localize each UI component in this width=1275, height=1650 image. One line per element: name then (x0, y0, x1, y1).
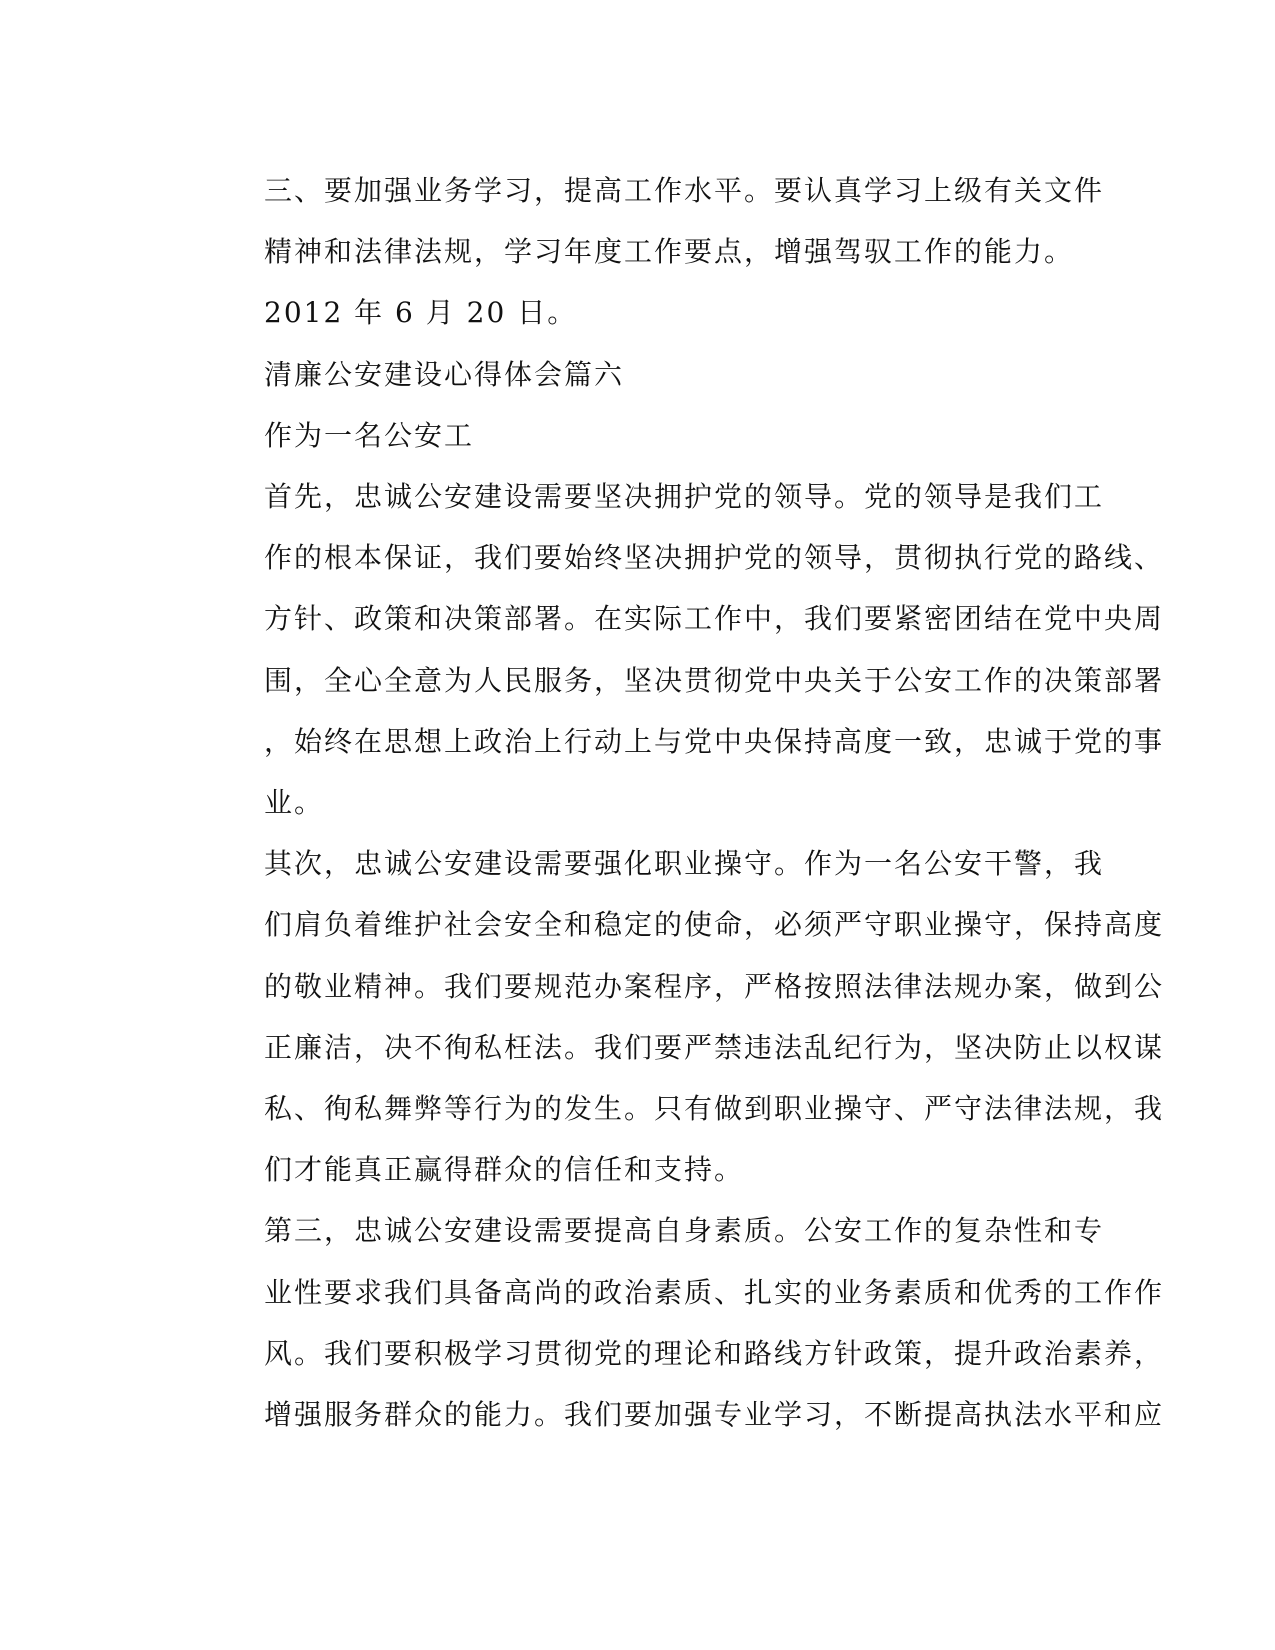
section-heading (190, 344, 1080, 405)
text-line: 业。 (264, 786, 325, 820)
text-line: 方针、政策和决策部署。在实际工作中，我们要紧密团结在党中央周 (264, 602, 1165, 636)
paragraph-first (190, 466, 1165, 833)
text-line: 业性要求我们具备高尚的政治素质、扎实的业务素质和优秀的工作作 (264, 1275, 1165, 1309)
text-line: 风。我们要积极学习贯彻党的理论和路线方针政策，提升政治素养， (264, 1336, 1165, 1370)
text-line: 们才能真正赢得群众的信任和支持。 (264, 1153, 745, 1187)
text-line: 其次，忠诚公安建设需要强化职业操守。作为一名公安干警，我 (264, 847, 1105, 881)
text-line: 增强服务群众的能力。我们要加强专业学习，不断提高执法水平和应 (264, 1398, 1165, 1432)
text-line: 们肩负着维护社会安全和稳定的使命，必须严守职业操守，保持高度 (264, 908, 1165, 942)
text-line: 作为一名公安工 (264, 418, 475, 452)
paragraph-second (190, 833, 1165, 1200)
text-line: 三、要加强业务学习，提高工作水平。要认真学习上级有关文件 (264, 174, 1105, 207)
text-line: 的敬业精神。我们要规范办案程序，严格按照法律法规办案，做到公 (264, 969, 1165, 1003)
paragraph-business-study (190, 160, 1105, 282)
text-line: 首先，忠诚公安建设需要坚决拥护党的领导。党的领导是我们工 (264, 480, 1105, 514)
text-line: 2012 年 6 月 20 日。 (264, 296, 578, 330)
paragraph-third (190, 1200, 1165, 1445)
text-line: 正廉洁，决不徇私枉法。我们要严禁违法乱纪行为，坚决防止以权谋 (264, 1030, 1165, 1064)
text-line: 围，全心全意为人民服务，坚决贯彻党中央关于公安工作的决策部署 (264, 663, 1165, 697)
document-body (190, 160, 1165, 1445)
paragraph-date (190, 282, 1080, 343)
text-line: ，始终在思想上政治上行动上与党中央保持高度一致，忠诚于党的事 (264, 724, 1165, 758)
text-line: 清廉公安建设心得体会篇六 (264, 357, 625, 391)
text-line: 作的根本保证，我们要始终坚决拥护党的领导，贯彻执行党的路线、 (264, 541, 1165, 575)
paragraph-intro-fragment (190, 405, 1080, 466)
text-line: 精神和法律法规，学习年度工作要点，增强驾驭工作的能力。 (264, 235, 1075, 269)
text-line: 第三，忠诚公安建设需要提高自身素质。公安工作的复杂性和专 (264, 1214, 1105, 1248)
text-line: 私、徇私舞弊等行为的发生。只有做到职业操守、严守法律法规，我 (264, 1092, 1165, 1126)
